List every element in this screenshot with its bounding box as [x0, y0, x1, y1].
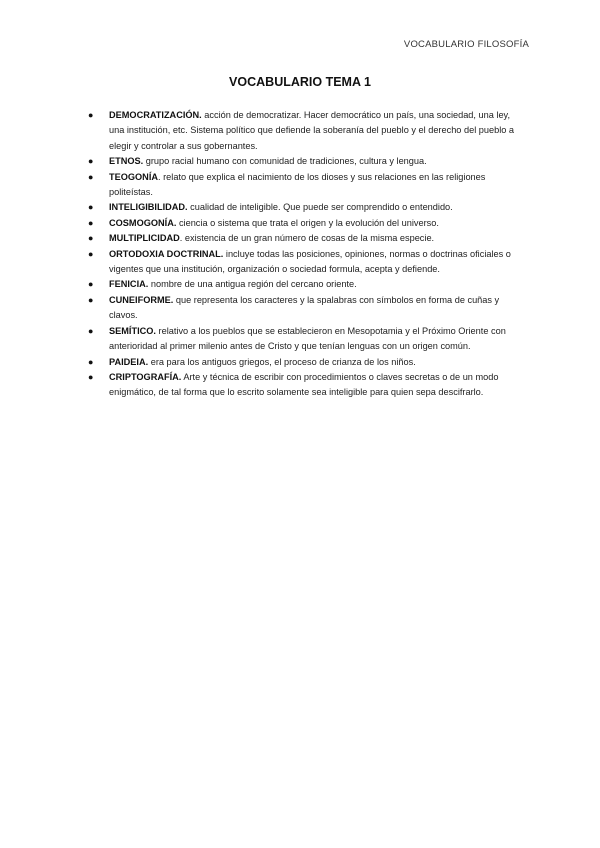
bullet-icon: ●: [88, 371, 94, 382]
list-item: [88, 108, 526, 154]
vocabulary-list: [88, 108, 526, 401]
vocabulary-definition: . relato que explica el nacimiento de los dioses y sus relaciones en las religiones politeístas.: [109, 171, 486, 198]
vocabulary-definition: que representa los caracteres y la spalabras con símbolos en forma de cuñas y clavos.: [109, 294, 500, 321]
vocabulary-term: ORTODOXIA DOCTRINAL.: [109, 248, 224, 259]
bullet-icon: ●: [88, 110, 94, 120]
list-item: [88, 277, 526, 292]
list-item: [88, 370, 526, 401]
bullet-icon: ●: [88, 233, 94, 244]
list-item: [88, 154, 526, 169]
vocabulary-term: CRIPTOGRAFÍA.: [109, 371, 182, 382]
vocabulary-definition: nombre de una antigua región del cercano oriente.: [150, 279, 357, 290]
vocabulary-definition: . existencia de un gran número de cosas de la misma especie.: [179, 233, 435, 244]
list-item: [88, 355, 526, 370]
vocabulary-term: ETNOS.: [109, 156, 144, 167]
vocabulary-term: TEOGONÍA: [109, 171, 159, 182]
document-title: VOCABULARIO TEMA 1: [229, 75, 371, 89]
vocabulary-definition: acción de democratizar. Hacer democrático un país, una sociedad, una ley, una institución, etc. Sistema político que defiende la soberanía del pueblo y el derecho del pueblo a elegir y controlar a sus gobernantes.: [109, 110, 515, 151]
bullet-icon: ●: [88, 248, 94, 259]
vocabulary-definition: Arte y técnica de escribir con procedimientos o claves secretas o de un modo enigmático, de tal forma que lo escrito solamente sea inteligible para quien sepa descifrarlo.: [109, 371, 499, 398]
bullet-icon: ●: [88, 279, 94, 290]
list-item: [88, 247, 526, 278]
vocabulary-term: PAIDEIA.: [109, 356, 149, 367]
bullet-icon: ●: [88, 217, 94, 228]
vocabulary-term: INTELIGIBILIDAD.: [109, 202, 188, 213]
vocabulary-definition: era para los antiguos griegos, el proceso de crianza de los niños.: [150, 356, 416, 367]
list-item: [88, 324, 526, 355]
list-item: [88, 231, 526, 246]
list-item: [88, 200, 526, 215]
vocabulary-term: DEMOCRATIZACIÓN.: [109, 110, 202, 120]
vocabulary-term: FENICIA.: [109, 279, 149, 290]
vocabulary-definition: cualidad de inteligible. Que puede ser comprendido o entendido.: [190, 202, 453, 213]
bullet-icon: ●: [88, 202, 94, 213]
bullet-icon: ●: [88, 325, 94, 336]
running-header: VOCABULARIO FILOSOFÍA: [403, 39, 529, 50]
vocabulary-definition: ciencia o sistema que trata el origen y la evolución del universo.: [178, 217, 439, 228]
list-item: [88, 293, 526, 324]
bullet-icon: ●: [88, 156, 94, 167]
vocabulary-definition: incluye todas las posiciones, opiniones, normas o doctrinas oficiales o vigentes que una institución, organización o sociedad formula, acepta y defiende.: [109, 248, 511, 275]
bullet-icon: ●: [88, 294, 94, 305]
vocabulary-definition: grupo racial humano con comunidad de tradiciones, cultura y lengua.: [145, 156, 427, 167]
vocabulary-term: MULTIPLICIDAD: [109, 233, 180, 244]
vocabulary-definition: relativo a los pueblos que se establecieron en Mesopotamia y el Próximo Oriente con anterioridad al primer milenio antes de Cristo y que tenían lenguas con un origen común.: [109, 325, 506, 352]
list-item: [88, 170, 526, 201]
list-item: [88, 216, 526, 231]
vocabulary-term: SEMÍTICO.: [109, 325, 156, 336]
vocabulary-term: CUNEIFORME.: [109, 294, 174, 305]
vocabulary-term: COSMOGONÍA.: [109, 217, 177, 228]
bullet-icon: ●: [88, 356, 94, 367]
bullet-icon: ●: [88, 171, 94, 182]
